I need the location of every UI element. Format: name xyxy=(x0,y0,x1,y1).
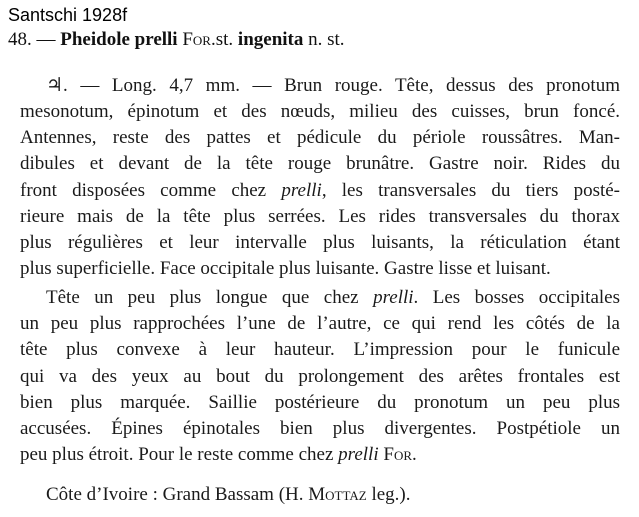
text-span: . Les bosses occipitales xyxy=(413,287,620,309)
text-line: tête plus convexe à leur hauteur. L’impression pour le funicule xyxy=(20,339,620,361)
status-label: n. st. xyxy=(308,29,345,50)
text-line: accusées. Épines épinotales bien plus divergentes. Postpétiole un xyxy=(20,417,620,439)
text-span: Tête un peu plus longue que chez xyxy=(46,287,374,309)
text-span: front disposées comme chez xyxy=(20,179,282,201)
text-span: peu plus étroit. Pour le reste comme chez xyxy=(20,443,339,465)
description-body xyxy=(20,73,620,468)
species-author: For. xyxy=(182,29,216,50)
author-reference: For. xyxy=(383,443,417,465)
species-reference: prelli xyxy=(338,443,379,465)
text-line: plus superficielle. Face occipitale plus luisante. Gastre lisse et luisant. xyxy=(20,257,551,279)
species-reference: prelli xyxy=(373,287,414,309)
text-line: ♃. — Long. 4,7 mm. — Brun rouge. Tête, dessus des pronotum xyxy=(46,75,620,96)
text-line xyxy=(20,442,620,468)
text-line xyxy=(20,285,620,311)
text-line: rieure mais de la tête plus serrées. Les rides transversales du thorax xyxy=(20,205,620,227)
text-line: bien plus marquée. Saillie postérieure du pronotum un peu plus xyxy=(20,391,620,413)
text-line: Antennes, reste des pattes et pédicule du périole roussâtres. Man- xyxy=(20,127,620,149)
entry-number: 48. — xyxy=(8,29,56,50)
locality-prefix: Côte d’Ivoire : Grand Bassam (H. xyxy=(46,484,309,505)
locality-line xyxy=(46,484,411,506)
citation-header: Santschi 1928f xyxy=(8,5,128,25)
rank-label: st. xyxy=(215,29,234,50)
species-reference: prelli xyxy=(281,179,322,201)
subspecies-name: ingenita xyxy=(237,29,304,50)
locality-suffix: leg.). xyxy=(366,484,411,505)
species-name: Pheidole prelli xyxy=(60,29,178,50)
text-line xyxy=(20,178,620,204)
text-line: plus régulières et leur intervalle plus luisants, la réticulation étant xyxy=(20,231,620,253)
text-line: qui va des yeux au bout du prolongement des arêtes frontales est xyxy=(20,365,620,387)
text-span: , les transversales du tiers posté- xyxy=(321,179,620,201)
text-line: mesonotum, épinotum et des nœuds, milieu des cuisses, brun foncé. xyxy=(20,101,620,123)
text-line: un peu plus rapprochées l’une de l’autre, ce qui rend les côtés de la xyxy=(20,313,620,335)
collector-name: Mottaz xyxy=(308,484,367,505)
text-line: dibules et devant de la tête rouge brunâtre. Gastre noir. Rides du xyxy=(20,153,620,175)
species-title xyxy=(8,29,633,51)
